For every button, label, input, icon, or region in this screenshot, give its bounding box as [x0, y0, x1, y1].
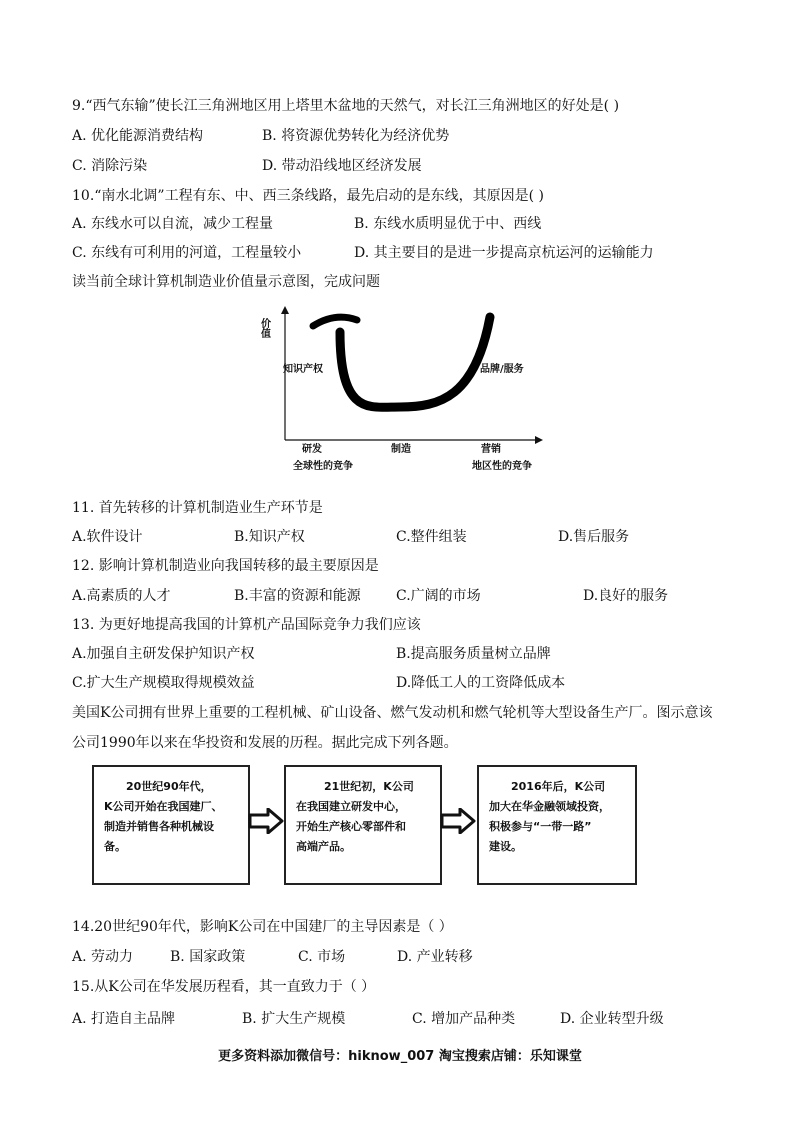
q15-option-d[interactable]: D. 企业转型升级	[560, 1011, 664, 1027]
curve-left-tip	[313, 317, 357, 326]
q13-option-a[interactable]: A.加强自主研发保护知识产权	[72, 646, 255, 662]
q12-option-d[interactable]: D.良好的服务	[583, 588, 669, 604]
q11-option-a[interactable]: A.软件设计	[72, 529, 143, 545]
intro-k-company-line2: 公司1990年以来在华投资和发展的历程。据此完成下列各题。	[72, 735, 458, 751]
box1-line2: K公司开始在我国建厂、	[104, 800, 223, 813]
q10-option-d[interactable]: D. 其主要目的是进一步提高京杭运河的运输能力	[354, 245, 654, 261]
y-axis-arrow	[281, 306, 289, 314]
question-12-stem: 12. 影响计算机制造业向我国转移的最主要原因是	[72, 558, 379, 574]
y-axis-label: 价值	[258, 318, 270, 338]
q13-option-c[interactable]: C.扩大生产规模取得规模效益	[72, 675, 255, 691]
q14-option-c[interactable]: C. 市场	[298, 949, 346, 965]
q15-option-c[interactable]: C. 增加产品种类	[412, 1011, 516, 1027]
box2-line4: 高端产品。	[296, 840, 351, 853]
q14-option-d[interactable]: D. 产业转移	[397, 949, 473, 965]
q13-option-b[interactable]: B.提高服务质量树立品牌	[396, 646, 551, 662]
q12-option-c[interactable]: C.广阔的市场	[396, 588, 481, 604]
box2-line1: 21世纪初，K公司	[324, 780, 414, 793]
question-15-stem: 15.从K公司在华发展历程看，其一直致力于（ ）	[72, 979, 376, 995]
annotation-brand: 品牌/服务	[480, 364, 524, 375]
x-tick-manufacturing: 制造	[391, 444, 411, 455]
smile-curve-chart	[255, 300, 555, 480]
timeline-box-2016	[477, 765, 637, 885]
box1-line3: 制造并销售各种机械设	[104, 820, 214, 833]
q13-option-d[interactable]: D.降低工人的工资降低成本	[396, 675, 566, 691]
question-10-stem: 10.“南水北调”工程有东、中、西三条线路，最先启动的是东线，其原因是( )	[72, 188, 544, 204]
q9-option-c[interactable]: C. 消除污染	[72, 158, 148, 174]
q9-option-b[interactable]: B. 将资源优势转化为经济优势	[262, 128, 450, 144]
q11-option-d[interactable]: D.售后服务	[558, 529, 630, 545]
question-13-stem: 13. 为更好地提高我国的计算机产品国际竞争力我们应该	[72, 617, 421, 633]
q11-option-b[interactable]: B.知识产权	[234, 529, 305, 545]
q14-option-b[interactable]: B. 国家政策	[170, 949, 246, 965]
flow-arrow-1	[248, 808, 284, 834]
box1-line1: 20世纪90年代，	[126, 780, 212, 793]
x-axis-arrow	[535, 436, 543, 444]
footer-promo: 更多资料添加微信号：hiknow_007 淘宝搜索店铺：乐知课堂	[218, 1049, 582, 1064]
flow-arrow-2	[440, 808, 476, 834]
q12-option-a[interactable]: A.高素质的人才	[72, 588, 171, 604]
box3-line1: 2016年后，K公司	[511, 780, 606, 793]
q15-option-b[interactable]: B. 扩大生产规模	[242, 1011, 346, 1027]
bottom-label-global: 全球性的竞争	[293, 461, 353, 472]
q10-option-b[interactable]: B. 东线水质明显优于中、西线	[354, 216, 542, 232]
timeline-box-2000s	[284, 765, 442, 885]
box3-line3: 积极参与“一带一路”	[489, 820, 592, 833]
annotation-ip: 知识产权	[283, 364, 323, 375]
box3-line2: 加大在华金融领域投资，	[489, 800, 610, 813]
box3-line4: 建设。	[489, 840, 522, 853]
question-9-stem: 9.“西气东输”使长江三角洲地区用上塔里木盆地的天然气，对长江三角洲地区的好处是( )	[72, 98, 620, 114]
q10-option-c[interactable]: C. 东线有可利用的河道，工程量较小	[72, 245, 302, 261]
q14-option-a[interactable]: A. 劳动力	[72, 949, 134, 965]
k-company-timeline	[72, 760, 732, 896]
question-14-stem: 14.20世纪90年代，影响K公司在中国建厂的主导因素是（ ）	[72, 919, 453, 935]
bottom-label-regional: 地区性的竞争	[472, 461, 532, 472]
timeline-box-1990s	[92, 765, 250, 885]
intro-k-company-line1: 美国K公司拥有世界上重要的工程机械、矿山设备、燃气发动机和燃气轮机等大型设备生产厂。图示意该	[72, 705, 713, 721]
q12-option-b[interactable]: B.丰富的资源和能源	[234, 588, 361, 604]
box2-line3: 开始生产核心零部件和	[296, 820, 406, 833]
smile-curve	[340, 317, 490, 407]
box2-line2: 在我国建立研发中心，	[296, 800, 406, 813]
chart-intro: 读当前全球计算机制造业价值量示意图，完成问题	[72, 274, 380, 290]
question-11-stem: 11. 首先转移的计算机制造业生产环节是	[72, 500, 323, 516]
q10-option-a[interactable]: A. 东线水可以自流，减少工程量	[72, 216, 274, 232]
x-tick-rnd: 研发	[302, 444, 322, 455]
x-tick-marketing: 营销	[481, 444, 501, 455]
q9-option-a[interactable]: A. 优化能源消费结构	[72, 128, 204, 144]
q11-option-c[interactable]: C.整件组装	[396, 529, 467, 545]
q15-option-a[interactable]: A. 打造自主品牌	[72, 1011, 176, 1027]
q9-option-d[interactable]: D. 带动沿线地区经济发展	[262, 158, 422, 174]
box1-line4: 备。	[104, 840, 126, 853]
